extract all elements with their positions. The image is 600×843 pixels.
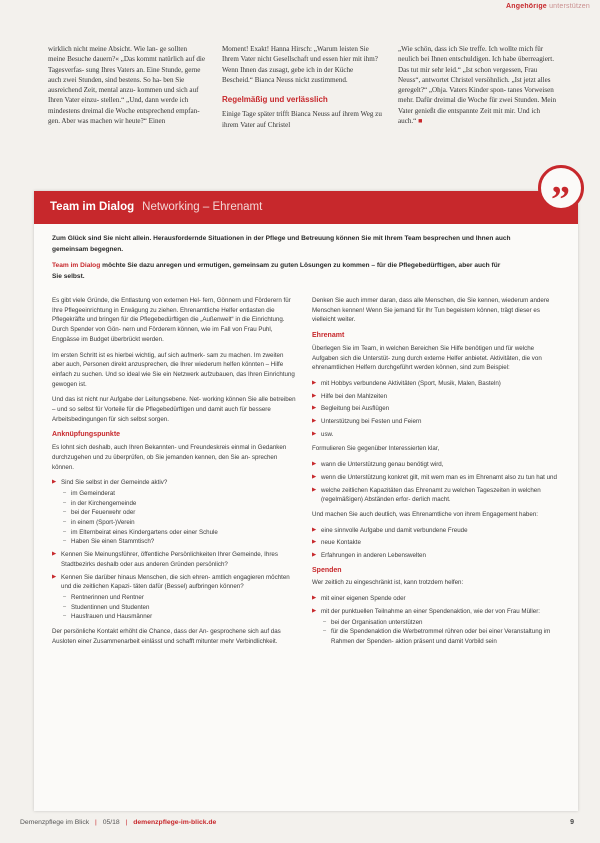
quote-mark-icon: ” (551, 179, 570, 221)
top-col2-text-a: Moment! Exakt! Hanna Hirsch: „Warum leisten Sie Ihrem Vater nicht Gesellschaft und essen hier mit ihm? Wenn Ihnen das zusagt, gebe ich in der Küche Bescheid.“ Bianca Neuss nickt zustimmend. (222, 45, 378, 84)
list-item: ▶ usw. (312, 430, 557, 440)
subheading-ehrenamt: Ehrenamt (312, 332, 345, 340)
page-number: 9 (570, 819, 574, 826)
footer-magazine: Demenzpflege im Blick (20, 819, 90, 826)
top-col3-text (398, 44, 558, 126)
benefits-list (312, 526, 557, 561)
top-col3-body: „Wie schön, dass ich Sie treffe. Ich wollte mich für neulich bei Ihnen entschuldigen. Ich habe überreagiert. Das tut mir sehr leid.“ „Ist schon vergessen, Frau Neuss“, antwortet Christel versöhnlich. „Ist jetzt alles geregelt?“ „Ohja. Vaters Kinder spon- tanes Vorweisen mehr. Dafür dreimal die Woche für zwei Stunden. Mein Vater genießt die entspannte Zeit mit mir. Und ich auch.“ (398, 45, 557, 126)
sub-list-item: – bei der Organisation unterstützen (321, 618, 557, 628)
sub-list-item: – im Elternbeirat eines Kindergartens oder einer Schule (61, 528, 297, 538)
sub-list (321, 618, 557, 647)
intro-paragraph-2-rest: möchte Sie dazu anregen und ermutigen, gemeinsam zu guten Lösungen zu kommen – für die Pflegebedürftigen, aber auch für Sie selbst. (52, 262, 501, 280)
top-col2-text-b: Einige Tage später trifft Bianca Neuss auf ihrem Weg zu ihrem Vater auf Christel (222, 110, 382, 129)
list-item (52, 478, 297, 547)
box-header (34, 191, 578, 224)
box-right-column (312, 296, 557, 652)
box-title-bold: Team im Dialog (50, 201, 135, 213)
top-column-3 (398, 44, 558, 126)
intro-paragraph-2 (52, 260, 512, 282)
intro-paragraph-1: Zum Glück sind Sie nicht allein. Herausfordernde Situationen in der Pflege und Betreuung können Sie mit Ihrem Team besprechen und Ihnen auch gemeinsam begegnen. (52, 235, 511, 253)
right-paragraph-4: Und machen Sie auch deutlich, was Ehrenamtliche von ihrem Engagement haben: (312, 510, 538, 518)
footer-url[interactable]: demenzpflege-im-blick.de (133, 819, 217, 826)
list-item (52, 573, 297, 623)
list-item: ▶ eine sinnvolle Aufgabe und damit verbundene Freude (312, 526, 557, 536)
bullet-text: Sind Sie selbst in der Gemeinde aktiv? (61, 479, 168, 487)
sub-list (61, 489, 297, 547)
sub-list-item: – im Gemeinderat (61, 489, 297, 499)
list-item: ▶ Begleitung bei Ausflügen (312, 404, 557, 414)
intro-highlight: Team im Dialog (52, 262, 101, 269)
sub-list-item: – Hausfrauen und Hausmänner (61, 612, 297, 622)
list-item: ▶ welche zeitlichen Kapazitäten das Ehrenamt zu welchen Tageszeiten in welchen (regelmäßigen) Abständen erfor- derlich macht. (312, 486, 557, 505)
article-end-mark: ■ (418, 117, 423, 126)
list-item: ▶ neue Kontakte (312, 538, 557, 548)
box-title-rest: Networking – Ehrenamt (142, 201, 263, 213)
box-intro (52, 233, 512, 287)
right-paragraph-2: Überlegen Sie im Team, in welchen Bereichen Sie Hilfe benötigen und für welche Aufgaben sich die Unterstüt- zung durch externe Helfer anbietet. Aktivitäten, die von ehrenamtlichen Helfern durchgeführt werden können, sind zum Beispiel: (312, 344, 542, 372)
list-item: ▶ Kennen Sie Meinungsführer, öffentliche Persönlichkeiten Ihrer Gemeinde, Ihres Stadtbezirks deshalb oder aus anderen Gründen persönlich? (52, 550, 297, 569)
subheading-anknuepfungspunkte: Anknüpfungspunkte (52, 431, 121, 439)
subheading-spenden: Spenden (312, 566, 342, 574)
left-paragraph-4: Es lohnt sich deshalb, auch Ihren Bekannten- und Freundeskreis einmal in Gedanken durchzugehen und zu überprüfen, ob Sie jemanden kennen, den Sie an- sprechen können. (52, 444, 287, 471)
box-left-column (52, 296, 297, 653)
top-subheading: Regelmäßig und verlässlich (222, 95, 328, 105)
left-paragraph-3: Und das ist nicht nur Aufgabe der Leitungsebene. Net- working können Sie alle betreiben – und so selbst für Vorteile für die Pflegebedürftigen und damit auch für bessere Arbeitsbedingungen für sich selbst sorgen. (52, 396, 296, 423)
footer-separator: | (95, 819, 97, 826)
list-item: ▶ wenn die Unterstützung konkret gilt, mit wem man es im Ehrenamt also zu tun hat und (312, 473, 557, 483)
box-title (50, 201, 262, 213)
sub-list-item: – Studentinnen und Studenten (61, 603, 297, 613)
section-tag-bold: Angehörige (506, 3, 547, 10)
list-item: ▶ Hilfe bei den Mahlzeiten (312, 392, 557, 402)
footer-separator: | (125, 819, 128, 826)
list-item: ▶ Erfahrungen in anderen Lebenswelten (312, 551, 557, 561)
left-bullet-list (52, 478, 297, 622)
sub-list-item: – Rentnerinnen und Rentner (61, 593, 297, 603)
page-footer (20, 819, 216, 826)
sub-list-item: – bei der Feuerwehr oder (61, 508, 297, 518)
left-paragraph-5: Der persönliche Kontakt erhöht die Chance, dass der An- gesprochene sich auf das Ausloten einer Zusammenarbeit einlässt und schafft mitunter mehr Verbindlichkeit. (52, 628, 281, 645)
clarify-list (312, 460, 557, 505)
list-item: ▶ wann die Unterstützung genau benötigt wird, (312, 460, 557, 470)
list-item: ▶ mit einer eigenen Spende oder (312, 594, 557, 604)
sub-list (61, 593, 297, 622)
right-paragraph-3: Formulieren Sie gegenüber Interessierten klar, (312, 445, 440, 453)
top-column-2 (222, 44, 384, 130)
bullet-text: mit der punktuellen Teilnahme an einer Spendenaktion, wie der von Frau Müller: (321, 607, 540, 615)
donation-list (312, 594, 557, 647)
bullet-text: Kennen Sie darüber hinaus Menschen, die sich ehren- amtlich engagieren möchten und die zeitlichen Kapazi- täten dafür (Bessel) aufbringen können? (61, 573, 290, 591)
sub-list-item: – für die Spendenaktion die Werbetrommel rühren oder bei einer Veranstaltung im Rahmen der Spenden- aktion präsent und damit Vorbild sein (321, 627, 557, 646)
list-item: ▶ Unterstützung bei Festen und Feiern (312, 417, 557, 427)
list-item: ▶ mit Hobbys verbundene Aktivitäten (Sport, Musik, Malen, Basteln) (312, 379, 557, 389)
list-item (312, 607, 557, 647)
left-paragraph-2: Im ersten Schritt ist es hierbei wichtig, auf sich aufmerk- sam zu machen. Im zweiten aber auch, Personen direkt anzusprechen, die Ihrer wiederum helfen könnten – Hilfe einfach zu suchen. Und so ideal wie Sie ein Netzwerk aufzubauen, das Ihren Einrichtung gewogen ist. (52, 351, 295, 388)
section-tag-rest: unterstützen (549, 3, 590, 10)
sub-list-item: – Haben Sie einen Stammtisch? (61, 537, 297, 547)
footer-issue: 05/18 (102, 819, 120, 826)
activities-list (312, 379, 557, 440)
section-tag (460, 3, 590, 10)
sub-list-item: – in einem (Sport-)Verein (61, 518, 297, 528)
right-paragraph-5: Wer zeitlich zu eingeschränkt ist, kann trotzdem helfen: (312, 579, 464, 587)
left-paragraph-1: Es gibt viele Gründe, die Entlastung von externen Hel- fern, Gönnern und Förderern für Ihre Pflegeeinrichtung in Erwägung zu ziehen. Ehrenamtliche Helfer entlasten die Pflegekräfte und bringen für die Pflegebedürftigen die „Außenwelt“ in die Einrichtung. Durch Spender von Gön- nern und Förderern können, wie im Fall von Frau Puhl, Engpässe im Budget überbrückt werden. (52, 297, 291, 343)
right-paragraph-1: Denken Sie auch immer daran, dass alle Menschen, die Sie kennen, wiederum andere Menschen kennen! Wenn Sie jemand für Ihr Tun begeistern können, trägt dieser es vielleicht weiter. (312, 297, 550, 324)
sub-list-item: – in der Kirchengemeinde (61, 499, 297, 509)
team-dialog-box (34, 179, 578, 811)
top-column-1 (48, 44, 206, 126)
top-col1-text: wirklich nicht meine Absicht. Wie lan- ge sollten meine Besuche dauern?« „Das kommt natürlich auf die Tagesverfas- sung Ihres Vaters an. Eine Stunde, gerne auch zwei Stunden, sind bestens. So ha- ben Sie ausreichend Zeit, mental anzu- kommen und sich auf Ihren Vater einzu- stellen.“ „Und, dann werde ich mindestens dreimal die Woche entsprechend empfan- gen. Aber was machen wir heute?“ Einen (48, 45, 205, 126)
